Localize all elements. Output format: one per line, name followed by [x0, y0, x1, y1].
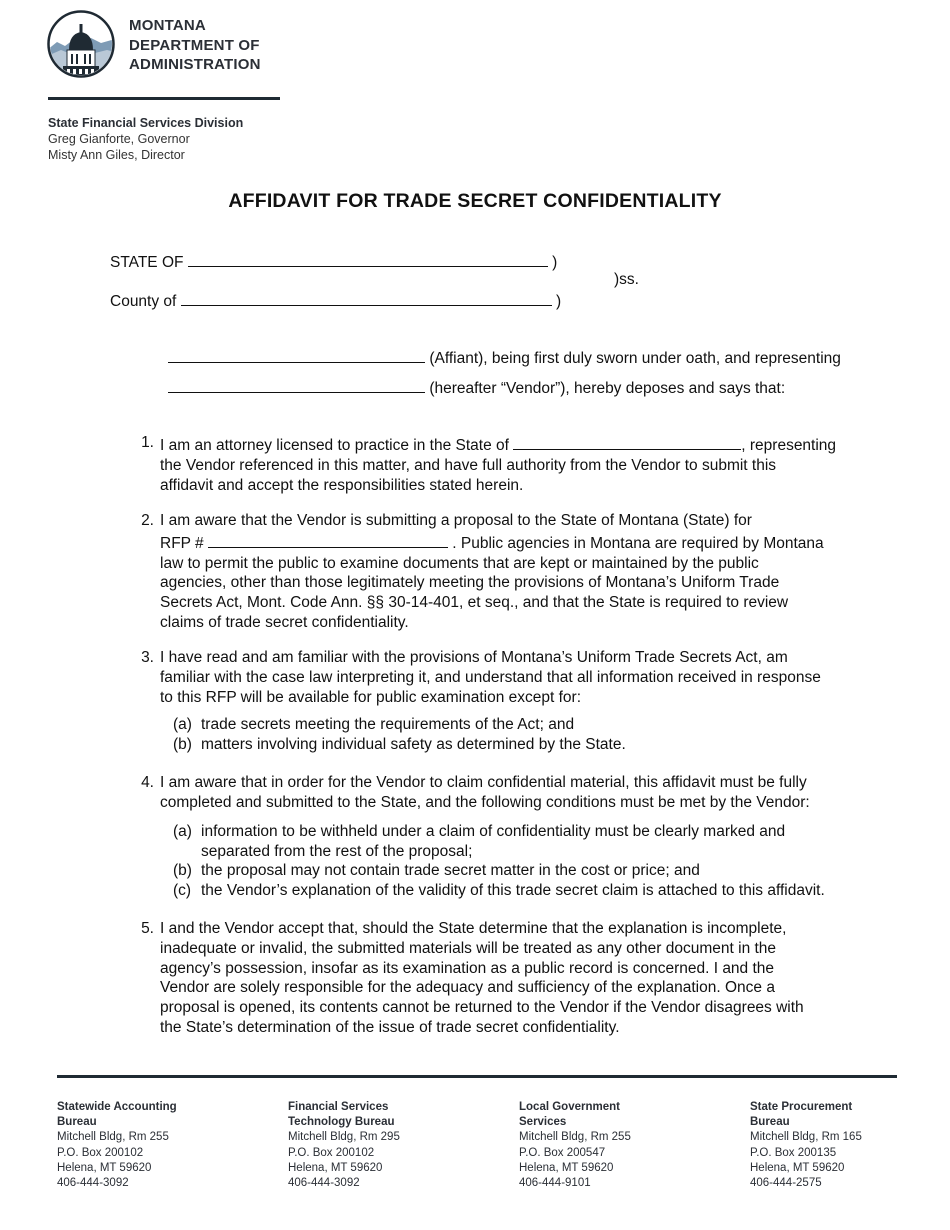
office-address: P.O. Box 200135 [750, 1146, 837, 1159]
office-address: Helena, MT 59620 [519, 1161, 614, 1174]
department-name [129, 16, 261, 75]
item-5-line: inadequate or invalid, the submitted materials will be treated as any other document in the [160, 939, 777, 957]
office-address: Mitchell Bldg, Rm 295 [288, 1131, 400, 1144]
item-5-line: agency’s possession, insofar as its examination as a public record is concerned. I and the [160, 959, 775, 977]
director-name: Misty Ann Giles, Director [48, 148, 185, 162]
office-address: Helena, MT 59620 [57, 1161, 152, 1174]
governor-name: Greg Gianforte, Governor [48, 132, 190, 146]
item-2-line: law to permit the public to examine documents that are kept or maintained by the public [160, 554, 759, 572]
footer-divider [57, 1075, 897, 1078]
office-address: P.O. Box 200102 [288, 1146, 375, 1159]
office-name: Services [519, 1116, 567, 1129]
office-address: Mitchell Bldg, Rm 255 [519, 1131, 631, 1144]
header-divider [48, 97, 280, 100]
item-1-line: affidavit and accept the responsibilities stated herein. [160, 476, 524, 494]
item-1-line: I am an attorney licensed to practice in the State of , representing [160, 433, 895, 456]
state-blank-field[interactable] [188, 250, 548, 267]
office-phone: 406-444-3092 [288, 1177, 360, 1190]
sub-item-letter: (a) [173, 716, 192, 733]
sub-item-letter: (c) [173, 882, 192, 899]
rfp-number-blank-field[interactable] [208, 531, 448, 548]
office-address: Mitchell Bldg, Rm 255 [57, 1131, 169, 1144]
item-2-line: RFP # . Public agencies in Montana are required by Montana [160, 531, 895, 554]
sub-item-text: information to be withheld under a claim of confidentiality must be clearly marked and separated from the rest of the proposal; [201, 823, 786, 860]
venue-paren: ) [555, 293, 562, 310]
department-name-line: MONTANA [129, 17, 206, 34]
department-name-line: ADMINISTRATION [129, 56, 261, 73]
sub-item-letter: (b) [173, 736, 192, 753]
document-title: AFFIDAVIT FOR TRADE SECRET CONFIDENTIALITY [228, 190, 722, 212]
item-4-line: completed and submitted to the State, and the following conditions must be met by the Vendor: [160, 793, 810, 811]
item-2-paragraph [160, 511, 895, 633]
office-name: Bureau [57, 1116, 97, 1129]
sub-item-text: trade secrets meeting the requirements of the Act; and [201, 716, 575, 733]
item-3-line: familiar with the case law interpreting it, and understand that all information received in response [160, 668, 821, 686]
vendor-blank-field[interactable] [168, 376, 425, 393]
office-name: Local Government [519, 1101, 620, 1113]
item-5-line: Vendor are solely responsible for the adequacy and sufficiency of the explanation. Once a [160, 979, 775, 997]
item-5-paragraph [160, 919, 895, 1038]
office-address: P.O. Box 200547 [519, 1146, 606, 1159]
sub-item-letter: (b) [173, 862, 192, 879]
county-of-label: County of [110, 293, 177, 310]
item-2-line: agencies, other than those legitimately meeting the provisions of Montana’s Uniform Trade [160, 574, 780, 592]
item-5-line: I and the Vendor accept that, should the State determine that the explanation is incomplete, [160, 920, 787, 937]
affiant-blank-field[interactable] [168, 346, 425, 363]
item-number: 3. [141, 649, 154, 666]
county-of-line [110, 289, 561, 312]
item-3-paragraph [160, 648, 895, 707]
footer-office-column [288, 1100, 498, 1191]
footer-office-column [57, 1100, 267, 1191]
item-1-paragraph [160, 433, 895, 495]
office-name: Financial Services [288, 1101, 389, 1113]
item-number: 4. [141, 774, 154, 791]
office-name: State Procurement [750, 1101, 853, 1113]
office-name: Bureau [750, 1116, 790, 1129]
vendor-line [168, 376, 785, 399]
county-blank-field[interactable] [181, 289, 552, 306]
item-2-line: Secrets Act, Mont. Code Ann. §§ 30-14-401, et seq., and that the State is required to review [160, 594, 789, 612]
department-seal-logo [47, 10, 115, 78]
state-of-label: STATE OF [110, 254, 184, 271]
item-1-line: the Vendor referenced in this matter, and have full authority from the Vendor to submit this [160, 456, 777, 474]
affiant-line [168, 346, 841, 369]
ss-mark: )ss. [614, 271, 639, 288]
department-name-line: DEPARTMENT OF [129, 36, 260, 54]
item-number: 2. [141, 512, 154, 529]
office-name: Statewide Accounting [57, 1101, 177, 1113]
state-of-line [110, 250, 557, 273]
venue-paren: ) [552, 254, 558, 271]
division-name: State Financial Services Division [48, 116, 244, 130]
sub-item-text: the proposal may not contain trade secret matter in the cost or price; and [201, 862, 700, 879]
office-phone: 406-444-3092 [57, 1177, 129, 1190]
office-address: Helena, MT 59620 [750, 1161, 845, 1174]
sub-item-letter: (a) [173, 823, 192, 840]
office-address: Mitchell Bldg, Rm 165 [750, 1131, 862, 1144]
item-2-line: claims of trade secret confidentiality. [160, 613, 409, 631]
footer-office-column [750, 1100, 940, 1191]
vendor-text: (hereafter “Vendor”), hereby deposes and says that: [429, 380, 786, 397]
office-phone: 406-444-9101 [519, 1177, 591, 1190]
item-number: 5. [141, 920, 154, 937]
item-5-line: the State’s determination of the issue of trade secret confidentiality. [160, 1018, 620, 1036]
item-3-line: to this RFP will be available for public examination except for: [160, 688, 582, 706]
sub-item-text: matters involving individual safety as determined by the State. [201, 736, 626, 753]
affiant-text: (Affiant), being first duly sworn under oath, and representing [429, 350, 841, 367]
office-address: Helena, MT 59620 [288, 1161, 383, 1174]
item-4-line: I am aware that in order for the Vendor to claim confidential material, this affidavit must be fully [160, 774, 807, 791]
office-address: P.O. Box 200102 [57, 1146, 144, 1159]
office-phone: 406-444-2575 [750, 1177, 822, 1190]
item-3-line: I have read and am familiar with the provisions of Montana’s Uniform Trade Secrets Act, am [160, 649, 788, 666]
item-5-line: proposal is opened, its contents cannot be returned to the Vendor if the Vendor disagrees with [160, 999, 804, 1017]
item-4-paragraph [160, 773, 895, 813]
office-name: Technology Bureau [288, 1116, 395, 1129]
footer-office-column [519, 1100, 729, 1191]
sub-item-text: the Vendor’s explanation of the validity of this trade secret claim is attached to this affidavit. [201, 882, 825, 899]
attorney-state-blank-field[interactable] [513, 433, 741, 450]
item-number: 1. [141, 434, 154, 451]
item-2-line: I am aware that the Vendor is submitting a proposal to the State of Montana (State) for [160, 512, 752, 529]
